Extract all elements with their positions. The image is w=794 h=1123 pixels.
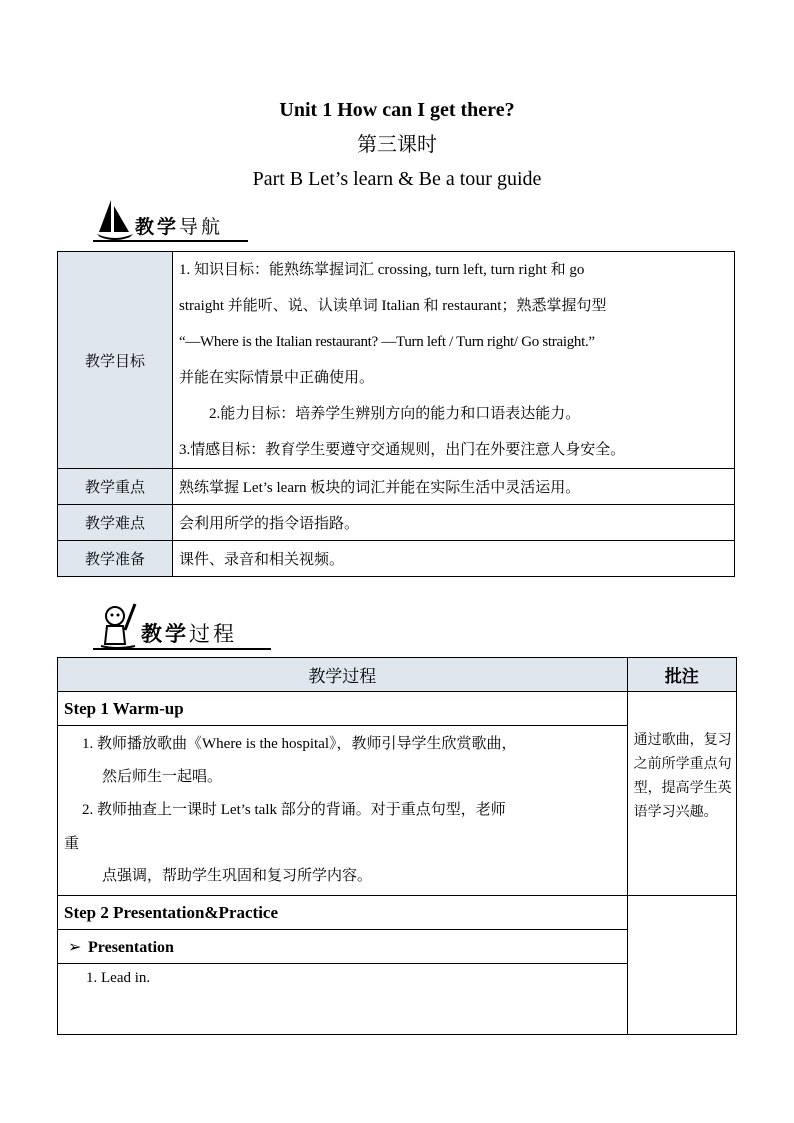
title-block xyxy=(0,96,794,193)
difficulty-label: 教学难点 xyxy=(58,505,173,541)
step1-note: 通过歌曲，复习之前所学重点句型，提高学生英语学习兴趣。 xyxy=(627,692,736,896)
presentation-row: ➢ Presentation xyxy=(58,930,628,964)
lesson-part: Part B Let’s learn & Be a tour guide xyxy=(252,168,542,190)
step1-title: Step 1 Warm-up xyxy=(58,692,628,726)
pencil-figure-icon xyxy=(95,600,139,650)
col-notes-header: 批注 xyxy=(627,658,736,692)
heading-underline xyxy=(93,648,271,650)
key-label: 教学重点 xyxy=(58,469,173,505)
step2-note xyxy=(627,896,736,1035)
step1-content: 1. 教师播放歌曲《Where is the hospital》，教师引导学生欣赏歌曲， 然后师生一起唱。 2. 教师抽查上一课时 Let’s talk 部分的背诵。对于重点句型，老师 重 点强调，帮助学生巩固和复习所学内容。 xyxy=(58,726,628,896)
col-process-header: 教学过程 xyxy=(58,658,628,692)
arrow-bullet-icon: ➢ xyxy=(68,936,82,956)
sailboat-icon xyxy=(97,198,133,240)
process-section-heading xyxy=(93,600,278,655)
key-content: 熟练掌握 Let’s learn 板块的词汇并能在实际生活中灵活运用。 xyxy=(173,469,735,505)
lesson-title: Unit 1 How can I get there? xyxy=(279,99,515,121)
goals-table xyxy=(57,251,735,577)
process-table xyxy=(57,657,737,1035)
heading-underline xyxy=(93,240,248,242)
prep-content: 课件、录音和相关视频。 xyxy=(173,541,735,577)
nav-section-heading xyxy=(93,198,253,244)
process-heading-text: 教学过程 xyxy=(141,622,237,646)
prep-label: 教学准备 xyxy=(58,541,173,577)
nav-heading-text: 教学导航 xyxy=(135,216,224,238)
goal-content: 1. 知识目标：能熟练掌握词汇 crossing, turn left, turn right 和 go straight 并能听、说、认读单词 Italian 和 restaurant；熟悉掌握句型 “—Where is the Italian restaurant? —Turn left / Turn right/ Go straight.” 并能在实际情景中正确使用。 2.能力目标：培养学生辨别方向的能力和口语表达能力。 3.情感目标：教育学生要遵守交通规则，出门在外要注意人身安全。 xyxy=(173,252,735,469)
lead-in-row: 1. Lead in. xyxy=(58,964,628,1035)
step2-title: Step 2 Presentation&Practice xyxy=(58,896,628,930)
goal-label: 教学目标 xyxy=(58,252,173,469)
lesson-period: 第三课时 xyxy=(357,132,437,156)
difficulty-content: 会利用所学的指令语指路。 xyxy=(173,505,735,541)
